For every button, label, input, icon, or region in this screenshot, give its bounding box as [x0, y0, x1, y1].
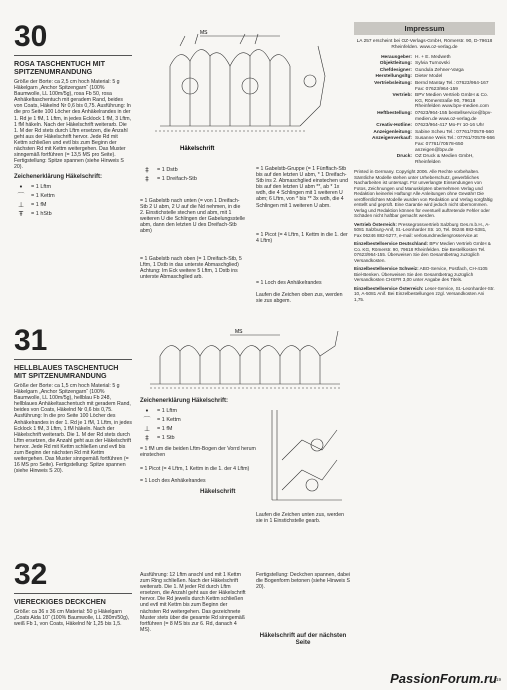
impressum-key: Vertriebsleitung:: [374, 80, 412, 86]
impressum: [354, 22, 495, 302]
impressum-row: [354, 55, 495, 61]
impressum-key: Chefdesigner:: [379, 67, 412, 73]
impressum-value: Sylvia Turnovski: [415, 61, 450, 67]
impressum-row: [354, 81, 495, 92]
impressum-value: Dieter Model: [415, 74, 443, 80]
legend-label: = 1 hStb: [31, 211, 52, 218]
impressum-value: Bernd Mantay Tel.: 07623/964-167 Fax: 07623/964-159: [415, 80, 489, 92]
impressum-value: Susanne Weis Tel.: 07761/70578-566 Fax: 07761/70578-650 anzeigen@bpv.de: [415, 136, 495, 153]
impressum-row: [354, 93, 495, 110]
legend-item: [140, 434, 258, 443]
next-page-caption: Häkelschrift auf der nächsten Seite: [259, 632, 347, 646]
impressum-value: Sabine Scheu Tel.: 07761/70578-560: [415, 129, 494, 135]
impressum-value: Gundula Zehner-Varga: [415, 67, 464, 73]
legend-item: [140, 425, 258, 434]
legend-symbol-icon: ‡: [145, 434, 149, 443]
legend-label: = 1 Lftm: [157, 408, 178, 415]
legend-label: = 1 Lftm: [31, 184, 52, 191]
crochet-chart-31: [140, 326, 350, 394]
legend-symbol-icon: •: [18, 183, 24, 192]
chart-caption: Häkelschrift: [180, 146, 215, 152]
service-at2-head: Einzelbestellservice Österreich:: [354, 285, 424, 291]
legend-note: Laufen die Zeichen unten zus, werden sie in 1 Einstichstelle gearb.: [256, 512, 344, 525]
section-32-instructions: Ausführung: 12 Lftm anschl und mit 1 Kettm zum Ring schließen. Nach der Häkelschrift weiterarb. Die 1. M jeder Rd durch Lftm ersetzen, die Anzahl geht aus der Häkelschrift hervor. Die Rd jeweils durch Kettm schließen und evtl mit Kettm bis zum Beginn der nächsten Rd weitergehen. Das gezeichnete Muster stets über die gesamte Rd sinngemäß fortführen (= 8 MS bis zur 6. Rd, danach 4 MS).: [140, 572, 246, 633]
impressum-key: Heftbestellung:: [377, 110, 412, 116]
impressum-row: [354, 111, 495, 122]
section-32-finishing: Fertigstellung: Deckchen spannen, dabei die Bogenform betonen (siehe Hinweis S 20).: [256, 572, 351, 591]
impressum-title: Impressum: [354, 22, 495, 35]
impressum-intro: LA 257 erscheint bei OZ-Verlags-GmbH, Römerstr. 90, D-79618 Rheinfelden. www.oz-verlag.de: [356, 39, 493, 50]
impressum-key: Herstellungsltg:: [375, 74, 412, 80]
impressum-value: 07623/964-155 bestellservice@bpv-medien.de www.oz-verlag.de: [415, 110, 492, 122]
service-at2: Leser-Service, St.-Leonharder-Str. 10, A-5081 Anif. Bei Einzelbestellungen zzgl. Versandkosten Ani 1,75.: [354, 285, 495, 302]
impressum-row: [354, 136, 495, 153]
legend-label: = 1 Dstb: [157, 167, 178, 173]
section-30: [14, 22, 132, 219]
section-number: 30: [14, 20, 48, 53]
crochet-chart-30: [140, 26, 348, 154]
legend-symbol-icon: ⊥: [143, 425, 151, 434]
legend-box-6: Laufen die Zeichen oben zus, werden sie zus abgem.: [256, 292, 343, 305]
impressum-value: 07623/964-417 Mo-Fr 10-16 Uhr: [415, 123, 485, 129]
legend-label: = 1 Dreifach-Stb: [157, 176, 197, 182]
impressum-value: H. + E. Medweth: [415, 54, 451, 60]
divider: [14, 593, 132, 594]
legend-label: = 1 fM: [157, 426, 173, 433]
impressum-row: [354, 123, 495, 129]
legend-symbol-icon: ⊥: [17, 201, 25, 210]
impressum-value: BPV Medien Vertrieb GmbH & Co. KG, Römerstraße 90, 79618 Rheinfelden www.bpv-medien.com: [415, 93, 489, 110]
legend-symbol-icon: Ŧ: [18, 210, 24, 219]
chart-motifs: [155, 34, 325, 131]
impressum-value: OZ Druck & Medien GmbH, Rheinfelden: [415, 154, 474, 165]
impressum-key: Herausgeber:: [381, 54, 412, 60]
divider: [14, 359, 132, 360]
legend-list-2: [140, 166, 210, 184]
impressum-rows: [354, 55, 495, 166]
impressum-key: Anzeigenleitung:: [373, 129, 412, 135]
crochet-chart-31-corner: [262, 400, 350, 510]
service-ch: ABO-Service, Postfach, CH-4105 Biel-Benken. Überweisen Sie den Gesamtbetrag zuzüglich Versandkosten CHSFR 3,00 unter Angabe des Titels.: [354, 266, 488, 283]
legend-item-fm-around: = 1 fM um die beiden Lftm-Bogen der Vorrd herum einstechen: [140, 446, 256, 459]
legend-item: [140, 175, 210, 184]
section-number: 32: [14, 558, 48, 591]
ms-label: MS: [235, 329, 243, 335]
legend-title: Zeichenerklärung Häkelschrift:: [14, 174, 103, 181]
legend-symbol-icon: ‡: [145, 166, 149, 174]
section-body: Größe: ca 36 x 36 cm Material: 50 g Häkelgarn „Coats Aida 10“ (100% Baumwolle, LL 280m/50g), weiß Fb 1, von Coats, Häkelnd Nr 1,25 bis 1,5.: [14, 609, 130, 628]
legend-item: [140, 416, 258, 425]
section-31: [14, 326, 132, 474]
impressum-legal: Printed in Germany. Copyright 2006. Alle Rechte vorbehalten. Sämtliche Modelle stehen unter Urheberschutz, gewerbliches Nacharbeiten ist untersagt. Für unverlangte Einsendungen von Fotos, Zeichnungen und Manuskripten übernehmen Verlag und Redaktion keinerlei Haftung! Alle Anleitungen ohne Gewähr! Die veröffentlichten Modelle wurden von Redaktion und Verlag sorgfältig erstellt und geprüft. Eine Garantie wird jedoch nicht übernommen. Verlag und Redaktion können für eventuell auftretende Fehler oder Schäden nicht haftbar gemacht werden.: [354, 169, 493, 219]
legend-extra-30: [140, 166, 210, 184]
impressum-key: Creativ-Hotline:: [376, 123, 412, 129]
legend-label: = 1 fM: [31, 202, 47, 209]
ms-label: MS: [200, 30, 208, 36]
legend-item-loch: = 1 Loch des Anhäkelrandes: [140, 478, 206, 485]
legend-item-picot: = 1 Picot (= 4 Lftm, 1 Kettm in die 1. der 4 Lftm): [140, 466, 250, 473]
impressum-key: Objektleitung:: [379, 61, 412, 67]
legend-box-2: = 1 Gabelstb nach oben (= 1 Dreifach-Stb, 5 Lftm, 1 Dstb in das unterste Abmaschglied) Achtung: Im Eck weitere 5 Lftm, 1 Dstb ins unterste Abmaschglied arb.: [140, 256, 242, 281]
watermark: PassionForum.ru: [390, 671, 497, 686]
impressum-row: [354, 154, 495, 165]
impressum-key: Anzeigenverkauf:: [372, 136, 412, 142]
legend-31: [140, 398, 258, 484]
section-title: VIERECKIGES DECKCHEN: [14, 597, 106, 606]
impressum-row: [354, 74, 495, 80]
legend-title: Zeichenerklärung Häkelschrift:: [140, 398, 229, 404]
impressum-key: Vertrieb:: [392, 93, 412, 99]
chart-motifs: [150, 331, 340, 388]
legend-label: = 1 Kettm: [31, 193, 55, 200]
chart-caption: Häkelschrift: [200, 488, 236, 495]
legend-box-5: = 1 Loch des Anhäkelrandes: [256, 280, 322, 286]
legend-item: [14, 210, 132, 219]
legend-item: [14, 201, 132, 210]
section-body: Größe der Borte: ca 1,5 cm hoch Material: 5 g Häkelgarn „Anchor Spitzengarn“ (100% Baumwolle, LL 100m/5g), hellblau Fb 248, hellblaues Anhäkeltaschentuch mit geradem Rand, beides von Coats, Häkelnd Nr 0,6 bis 0,75. Ausführung: In die pro Seite 100 Löcher des Anhäkelrandes in der 1. Rd je 1 fM, 1 Lftm, in jedes Ecklock 1 fM, 3 Lftm, 1 fM häkeln. Nach der Häkelschrift weiterarb. Die 1. M der Rd stets durch Lftm ersetzen, die Anzahl geht aus der Häkelschrift hervor. Jede Rd mit Kettm schließen und evtl bis zum Beginn der nächsten Rd mit Kettm weitergehen. Das Muster sinngemäß fortführen (= 16 MS pro Seite). Fertigstellung: Spitze spannen (siehe Hinweis S 20).: [14, 383, 132, 475]
legend-symbol-icon: ⌒: [17, 192, 25, 201]
section-number: 31: [14, 324, 48, 357]
page-number: 19: [495, 677, 501, 682]
legend-box-1: = 1 Gabelstb nach unten (= von 1 Dreifach-Stb 2 U abm, 2 U auf die Nd nehmen, in die 2. Einstichstelle stechen und abm, mit 1 weiteren U die Schlingen der Gabelungsstelle abm, dann den letzten U des Dreifach-Stb abm): [140, 198, 245, 235]
impressum-row: [354, 68, 495, 74]
section-title: HELLBLAUES TASCHENTUCH MIT SPITZENUMRANDUNG: [14, 363, 119, 380]
divider: [14, 55, 132, 56]
vertrieb-at: Pressegrossvertrieb Salzburg Ges.m.b.H., A-5081 Salzburg-Anif, St.-Leonharder Str. 10, Tel. 06246 882-5381, Fax 06246 882-5277, e-mail: verlosundmediengrosservice.at: [354, 221, 490, 238]
section-32: [14, 560, 132, 627]
legend-symbol-icon: •: [144, 407, 150, 416]
section-body: Größe der Borte: ca 2,5 cm hoch Material: 5 g Häkelgarn „Anchor Spitzengarn“ (100% Baumwolle, LL 100m/5g), rosa Fb 50, rosa Anhäkeltaschentuch mit geradem Rand, beides von Coats, Häkelnd Nr 0,6 bis 0,75. Ausführung: In die pro Seite 100 Löcher des Anhäkelrandes in der 1. Rd je 1 fM, 1 Lftm, in jedes Ecklock 1 fM, 3 Lftm, 1 fM häkeln. Nach der Häkelschrift weiterarb. Die 1. M der Rd stets durch Lftm ersetzen, die Anzahl geht aus der Häkelschrift hervor. Jede Rd mit Kettm schließen und evtl bis zum Beginn der nächsten Rd mit Kettm weitergehen. Das Muster sinngemäß fortführen (= 13,5 MS pro Seite). Fertigstellung: Spitze spannen (siehe Hinweis S 20).: [14, 79, 132, 171]
legend-list: [140, 407, 258, 443]
legend-item: [140, 166, 210, 175]
legend-symbol-icon: ‡: [145, 175, 149, 183]
impressum-row: [354, 61, 495, 67]
service-ch-head: Einzelbestellservice Schweiz:: [354, 266, 419, 272]
legend-label: = 1 Stb: [157, 435, 175, 442]
legend-label: = 1 Kettm: [157, 417, 181, 424]
legend-item: [14, 183, 132, 192]
impressum-key: Druck:: [396, 154, 412, 160]
legend-item: [14, 192, 132, 201]
legend-item: [140, 407, 258, 416]
legend-box-3: = 1 Gabelstb-Gruppe (= 1 Fünffach-Stb bis auf den letzten U abm, * 1 Dreifach-Stb ins 2. Abmaschglied einstechen und bis auf den letzten U abm **, ab * 1x wdh, die 4 Schlingen mit 1 weiteren U abm; 6 Lftm, von * bis ** 3x wdh, die 4 Schlingen mit 1 weiteren U abm.: [256, 166, 348, 209]
service-de-head: Einzelbestellservice Deutschland:: [354, 241, 429, 247]
legend-symbol-icon: ⌒: [143, 416, 151, 425]
vertrieb-at-head: Vertrieb Österreich:: [354, 221, 397, 227]
section-title: ROSA TASCHENTUCH MIT SPITZENUMRANDUNG: [14, 59, 106, 76]
impressum-row: [354, 130, 495, 136]
legend-list: [14, 183, 132, 219]
legend-box-4: = 1 Picot (= 4 Lftm, 1 Kettm in die 1. der 4 Lftm): [256, 232, 348, 245]
service-de: BPV Medien Vertrieb GmbH & Co. KG, Römerstr. 90, 79618 Rheinfelden. Die Bestellkosten Tel. 07623/964-155. Überweisen Sie den Gesamtbetrag zuzüglich Versandkosten.: [354, 241, 491, 263]
